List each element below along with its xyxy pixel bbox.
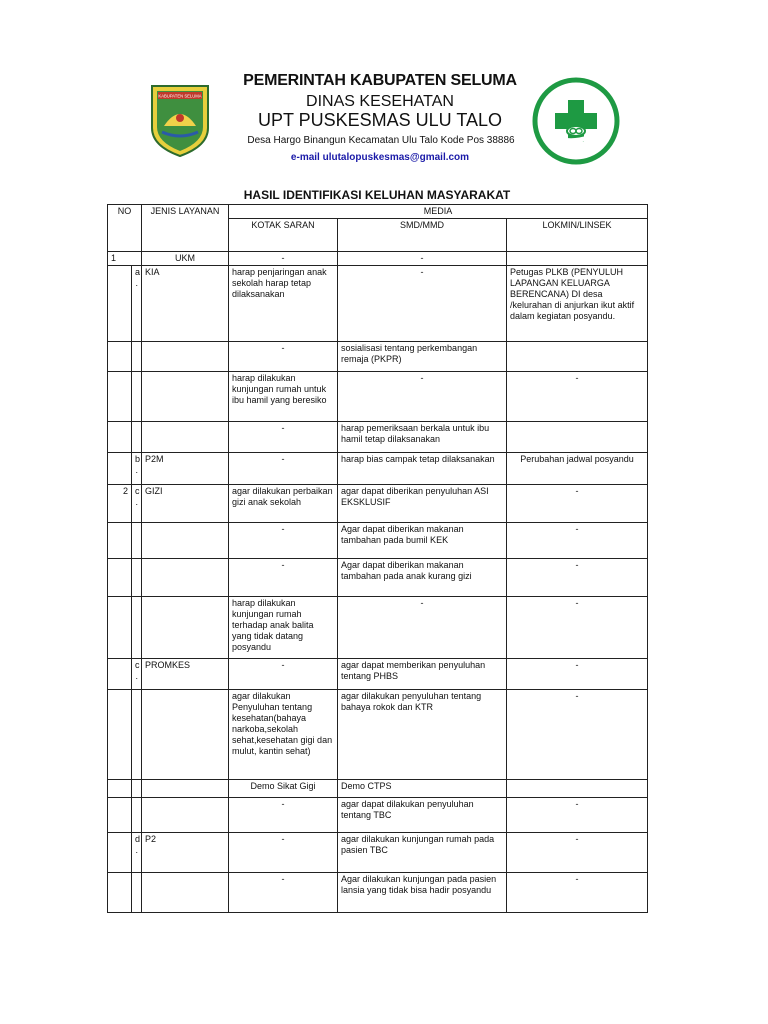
header-media: MEDIA	[229, 205, 648, 219]
cell-kotak: agar dilakukan perbaikan gizi anak sekolah	[229, 485, 338, 523]
cell-jenis	[142, 690, 229, 780]
cell-kotak: -	[229, 342, 338, 372]
cell-lokmin: -	[507, 485, 648, 523]
cell-kotak: agar dilakukan Penyuluhan tentang kesehatan(bahaya narkoba,sekolah sehat,kesehatan gigi dan mulut, kantin sehat)	[229, 690, 338, 780]
cell-jenis	[142, 422, 229, 453]
cell-jenis	[142, 342, 229, 372]
cell-jenis: P2M	[142, 453, 229, 485]
cell-letter: d.	[132, 833, 142, 873]
cell-lokmin: Perubahan jadwal posyandu	[507, 453, 648, 485]
cell-lokmin	[507, 342, 648, 372]
cell-jenis	[142, 798, 229, 833]
header-address: Desa Hargo Binangun Kecamatan Ulu Talo Kode Pos 38886	[247, 135, 515, 146]
cell-smd: harap pemeriksaan berkala untuk ibu hamil tetap dilaksanakan	[338, 422, 507, 453]
cell-jenis	[142, 559, 229, 597]
header-no: NO	[108, 205, 142, 252]
svg-text:KABUPATEN SELUMA: KABUPATEN SELUMA	[158, 93, 202, 99]
cell-jenis: P2	[142, 833, 229, 873]
cell-no	[108, 559, 132, 597]
cell-lokmin	[507, 422, 648, 453]
cell-smd: sosialisasi tentang perkembangan remaja (PKPR)	[338, 342, 507, 372]
cell-kotak: -	[229, 798, 338, 833]
cell-no	[108, 833, 132, 873]
cell-lokmin: -	[507, 659, 648, 690]
cell-no	[108, 453, 132, 485]
cell-no	[108, 372, 132, 422]
cell-kotak: -	[229, 422, 338, 453]
cell-kotak: harap penjaringan anak sekolah harap tetap dilaksanakan	[229, 266, 338, 342]
cell-jenis: GIZI	[142, 485, 229, 523]
table-row	[108, 422, 648, 453]
cell-jenis	[142, 873, 229, 913]
cell-smd: Demo CTPS	[338, 780, 507, 798]
cell-lokmin: -	[507, 372, 648, 422]
cell-letter: b.	[132, 453, 142, 485]
cell-no	[108, 523, 132, 559]
header-smd-mmd: SMD/MMD	[338, 219, 507, 252]
cell-smd: -	[338, 597, 507, 659]
cell-lokmin: -	[507, 597, 648, 659]
cell-letter	[132, 422, 142, 453]
cell-kotak: -	[229, 559, 338, 597]
cell-no	[108, 597, 132, 659]
cell-kotak: harap dilakukan kunjungan rumah untuk ibu hamil yang beresiko	[229, 372, 338, 422]
cell-letter	[132, 597, 142, 659]
cell-no	[108, 780, 132, 798]
cell-lokmin	[507, 252, 648, 266]
cell-jenis	[142, 523, 229, 559]
cell-no	[108, 798, 132, 833]
cell-lokmin: -	[507, 798, 648, 833]
cell-kotak: -	[229, 523, 338, 559]
table-row	[108, 873, 648, 913]
cell-kotak: Demo Sikat Gigi	[229, 780, 338, 798]
table-row	[108, 485, 648, 523]
complaint-table	[107, 204, 648, 913]
table-row	[108, 833, 648, 873]
table-row	[108, 659, 648, 690]
cell-no	[108, 873, 132, 913]
table-row	[108, 342, 648, 372]
cell-no: 1	[108, 252, 142, 266]
cell-kotak: -	[229, 252, 338, 266]
cell-lokmin: -	[507, 833, 648, 873]
cell-smd: -	[338, 252, 507, 266]
cell-lokmin: -	[507, 690, 648, 780]
cell-smd: Agar dapat diberikan makanan tambahan pada bumil KEK	[338, 523, 507, 559]
cell-letter: c.	[132, 659, 142, 690]
table-row	[108, 597, 648, 659]
cell-lokmin: Petugas PLKB (PENYULUH LAPANGAN KELUARGA BERENCANA) DI desa /kelurahan di anjurkan ikut aktif dalam kegiatan posyandu.	[507, 266, 648, 342]
cell-lokmin: -	[507, 559, 648, 597]
cell-kotak: -	[229, 833, 338, 873]
table-row	[108, 453, 648, 485]
cell-smd: agar dapat memberikan penyuluhan tentang PHBS	[338, 659, 507, 690]
header-department: DINAS KESEHATAN	[306, 93, 454, 110]
header-kotak-saran: KOTAK SARAN	[229, 219, 338, 252]
cell-letter	[132, 873, 142, 913]
cell-no	[108, 690, 132, 780]
cell-jenis	[142, 372, 229, 422]
cell-kotak: harap dilakukan kunjungan rumah terhadap anak balita yang tidak datang posyandu	[229, 597, 338, 659]
cell-no: 2	[108, 485, 132, 523]
cell-no	[108, 422, 132, 453]
kabupaten-seluma-logo	[148, 80, 212, 158]
cell-jenis: KIA	[142, 266, 229, 342]
header-lokmin-linsek: LOKMIN/LINSEK	[507, 219, 648, 252]
document-title: HASIL IDENTIFIKASI KELUHAN MASYARAKAT	[243, 188, 511, 202]
cell-letter: a.	[132, 266, 142, 342]
cell-letter	[132, 523, 142, 559]
cell-smd: -	[338, 372, 507, 422]
cell-letter	[132, 342, 142, 372]
header-government: PEMERINTAH KABUPATEN SELUMA	[243, 72, 517, 89]
cell-smd: Agar dilakukan kunjungan pada pasien lansia yang tidak bisa hadir posyandu	[338, 873, 507, 913]
cell-smd: agar dapat diberikan penyuluhan ASI EKSKLUSIF	[338, 485, 507, 523]
cell-smd: agar dilakukan kunjungan rumah pada pasien TBC	[338, 833, 507, 873]
cell-no	[108, 659, 132, 690]
cell-smd: -	[338, 266, 507, 342]
cell-kotak: -	[229, 873, 338, 913]
cell-letter	[132, 372, 142, 422]
header-jenis-layanan: JENIS LAYANAN	[142, 205, 229, 252]
cell-kotak: -	[229, 659, 338, 690]
table-row	[108, 798, 648, 833]
cell-no	[108, 342, 132, 372]
table-row	[108, 523, 648, 559]
cell-lokmin: -	[507, 873, 648, 913]
cell-letter	[132, 690, 142, 780]
table-row	[108, 252, 648, 266]
cell-jenis: UKM	[142, 252, 229, 266]
cell-letter	[132, 559, 142, 597]
header-puskesmas: UPT PUSKESMAS ULU TALO	[257, 110, 503, 130]
table-row	[108, 690, 648, 780]
cell-letter	[132, 798, 142, 833]
table-row	[108, 266, 648, 342]
cell-letter: c.	[132, 485, 142, 523]
cell-smd: Agar dapat diberikan makanan tambahan pada anak kurang gizi	[338, 559, 507, 597]
header-email: e-mail ulutalopuskesmas@gmail.com	[290, 152, 470, 163]
table-header-row	[108, 205, 648, 219]
cell-lokmin: -	[507, 523, 648, 559]
table-row	[108, 559, 648, 597]
cell-jenis	[142, 597, 229, 659]
cell-no	[108, 266, 132, 342]
cell-jenis	[142, 780, 229, 798]
puskesmas-logo	[531, 76, 621, 166]
cell-smd: agar dilakukan penyuluhan tentang bahaya rokok dan KTR	[338, 690, 507, 780]
cell-smd: harap bias campak tetap dilaksanakan	[338, 453, 507, 485]
cell-jenis: PROMKES	[142, 659, 229, 690]
table-row	[108, 780, 648, 798]
table-row	[108, 372, 648, 422]
cell-kotak: -	[229, 453, 338, 485]
cell-smd: agar dapat dilakukan penyuluhan tentang TBC	[338, 798, 507, 833]
cell-letter	[132, 780, 142, 798]
cell-lokmin	[507, 780, 648, 798]
